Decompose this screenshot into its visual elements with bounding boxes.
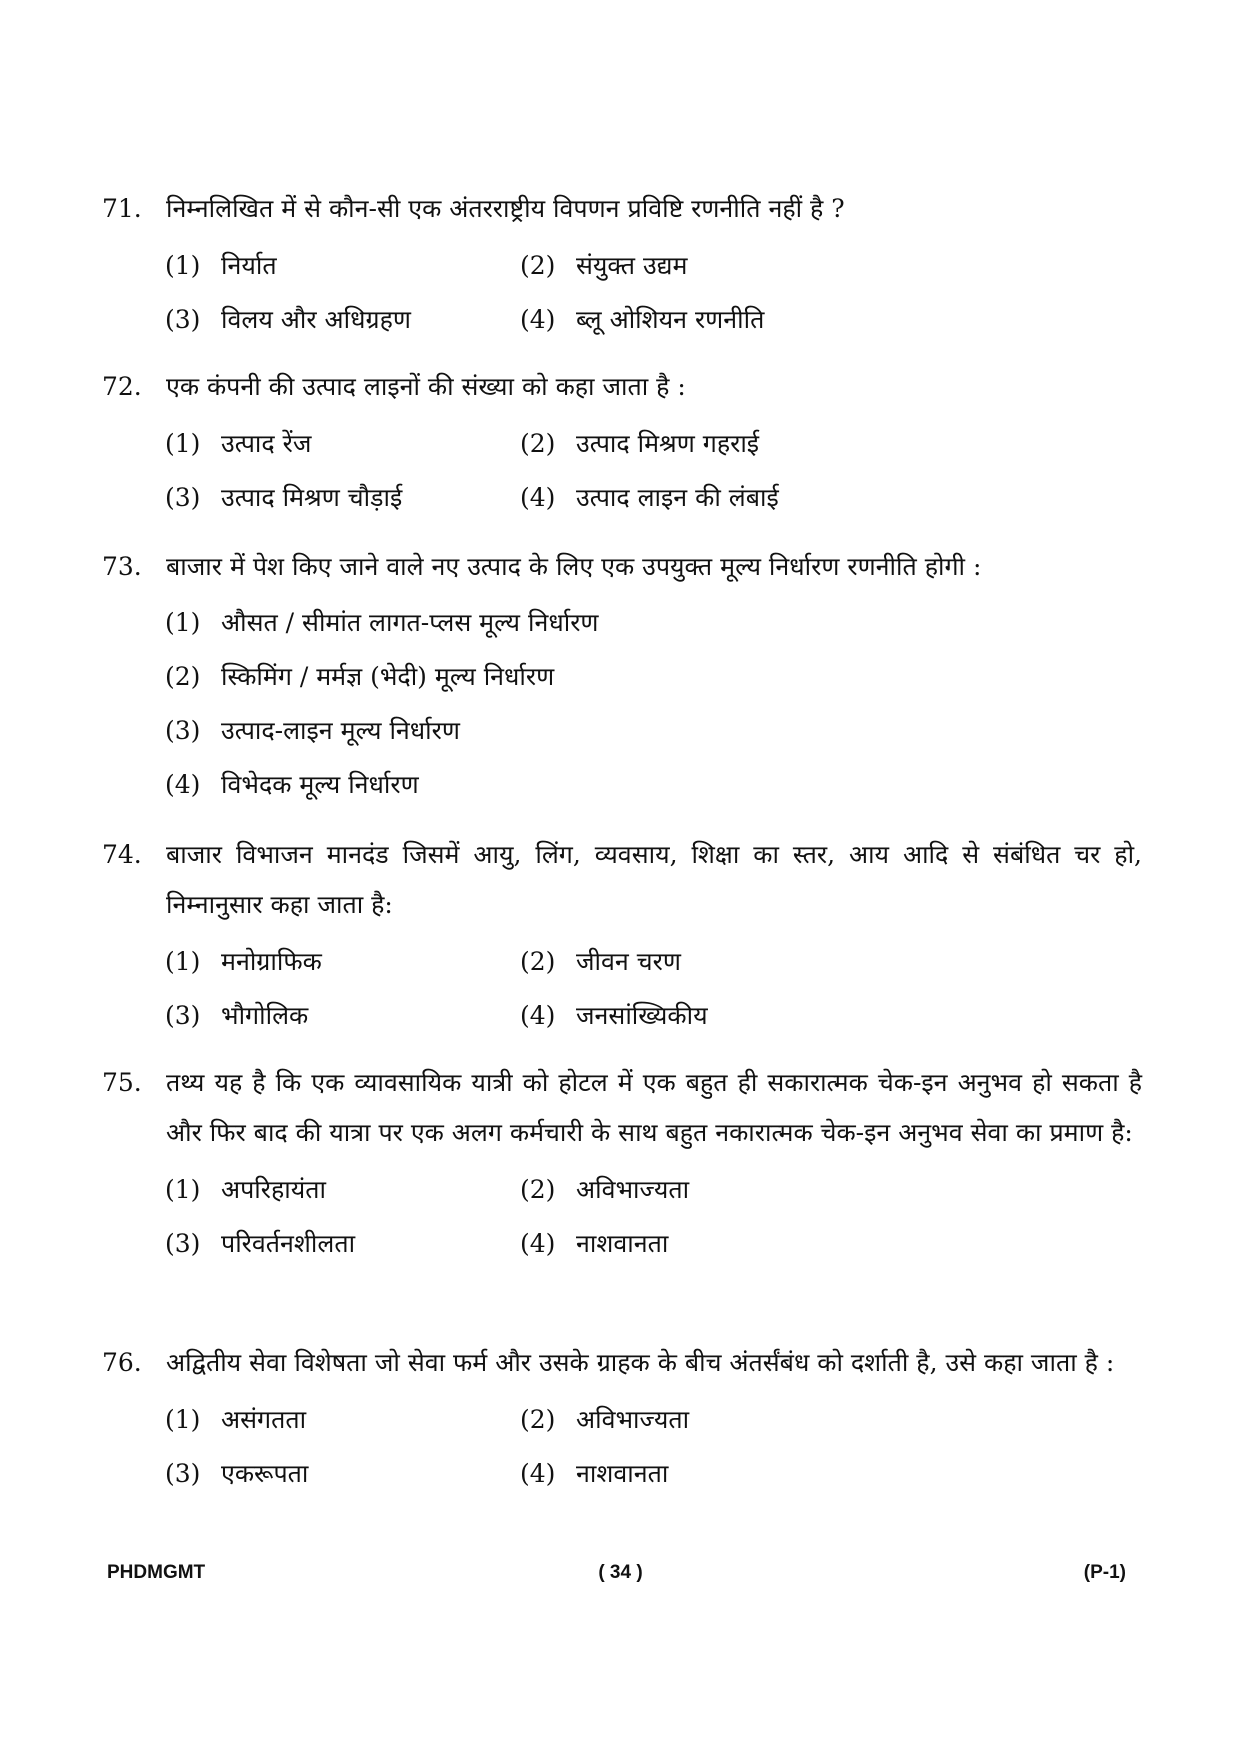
option-row	[102, 1446, 1142, 1500]
question-stem	[102, 1058, 1142, 1158]
question-text: निम्नलिखित में से कौन-सी एक अंतरराष्ट्रीय विपणन प्रविष्टि रणनीति नहीं है ?	[166, 194, 845, 223]
options	[102, 934, 1142, 1042]
option-1: (1) अपरिहायंता	[165, 1174, 326, 1204]
options	[102, 238, 1142, 346]
question-text: तथ्य यह है कि एक व्यावसायिक यात्री को होटल में एक बहुत ही सकारात्मक चेक-इन अनुभव हो सकता है और फिर बाद की यात्रा पर एक अलग कर्मचारी के साथ बहुत नकारात्मक चेक-इन अनुभव सेवा का प्रमाण है:	[166, 1068, 1142, 1147]
question-75	[102, 1058, 1142, 1270]
option-4: (4) ब्लू ओशियन रणनीति	[520, 304, 765, 334]
question-74	[102, 830, 1142, 1042]
option-4: (4) नाशवानता	[520, 1228, 669, 1258]
option-2: (2) उत्पाद मिश्रण गहराई	[520, 428, 760, 458]
options	[102, 1392, 1142, 1500]
option-4: (4) जनसांख्यिकीय	[520, 1000, 708, 1030]
question-76	[102, 1338, 1142, 1500]
question-73	[102, 542, 1142, 812]
question-number: 72.	[102, 372, 142, 401]
question-number: 74.	[102, 840, 142, 869]
option-3: (3) भौगोलिक	[165, 1000, 309, 1030]
option-row	[102, 1392, 1142, 1446]
question-71	[102, 184, 1142, 346]
question-stem	[102, 184, 1142, 234]
option-row	[102, 1216, 1142, 1270]
question-text: अद्वितीय सेवा विशेषता जो सेवा फर्म और उसके ग्राहक के बीच अंतर्संबंध को दर्शाती है, उसे कहा जाता है :	[166, 1348, 1115, 1377]
option-3: (3) एकरूपता	[165, 1458, 309, 1488]
question-stem	[102, 362, 1142, 412]
option-3: (3) उत्पाद-लाइन मूल्य निर्धारण	[165, 716, 460, 745]
question-text: बाजार में पेश किए जाने वाले नए उत्पाद के लिए एक उपयुक्त मूल्य निर्धारण रणनीति होगी :	[166, 552, 982, 581]
option-4: (4) उत्पाद लाइन की लंबाई	[520, 482, 779, 512]
question-number: 75.	[102, 1068, 142, 1097]
option-4: (4) विभेदक मूल्य निर्धारण	[165, 770, 419, 799]
option-1: (1) निर्यात	[165, 250, 277, 280]
option-row	[102, 416, 1142, 470]
option-2: (2) संयुक्त उद्यम	[520, 250, 688, 280]
question-stem	[102, 830, 1142, 930]
page-number: ( 34 )	[598, 1562, 643, 1583]
option-4: (4) नाशवानता	[520, 1458, 669, 1488]
option-row	[102, 988, 1142, 1042]
question-text: एक कंपनी की उत्पाद लाइनों की संख्या को कहा जाता है :	[166, 372, 686, 401]
options	[102, 416, 1142, 524]
exam-code: PHDMGMT	[107, 1562, 206, 1583]
options	[102, 596, 1142, 812]
question-72	[102, 362, 1142, 524]
options	[102, 1162, 1142, 1270]
option-1: (1) उत्पाद रेंज	[165, 428, 312, 458]
option-1: (1) औसत / सीमांत लागत-प्लस मूल्य निर्धारण	[165, 608, 599, 637]
option-2: (2) अविभाज्यता	[520, 1404, 690, 1434]
question-number: 73.	[102, 552, 142, 581]
option-row	[102, 238, 1142, 292]
option-2: (2) जीवन चरण	[520, 946, 681, 976]
option-3: (3) उत्पाद मिश्रण चौड़ाई	[165, 482, 403, 512]
option-3: (3) विलय और अधिग्रहण	[165, 304, 411, 334]
question-number: 71.	[102, 194, 142, 223]
question-stem	[102, 542, 1142, 592]
page-footer	[0, 1562, 1241, 1592]
question-text: बाजार विभाजन मानदंड जिसमें आयु, लिंग, व्यवसाय, शिक्षा का स्तर, आय आदि से संबंधित चर हो, निम्नानुसार कहा जाता है:	[166, 840, 1142, 919]
option-row	[102, 1162, 1142, 1216]
option-row	[102, 934, 1142, 988]
question-number: 76.	[102, 1348, 142, 1377]
option-row	[102, 470, 1142, 524]
option-1: (1) मनोग्राफिक	[165, 946, 322, 976]
option-2: (2) स्किमिंग / मर्मज्ञ (भेदी) मूल्य निर्धारण	[165, 662, 555, 691]
option-row	[102, 292, 1142, 346]
option-1: (1) असंगतता	[165, 1404, 307, 1434]
option-3: (3) परिवर्तनशीलता	[165, 1228, 356, 1258]
question-stem	[102, 1338, 1142, 1388]
paper-set: (P-1)	[1083, 1562, 1126, 1583]
option-2: (2) अविभाज्यता	[520, 1174, 690, 1204]
